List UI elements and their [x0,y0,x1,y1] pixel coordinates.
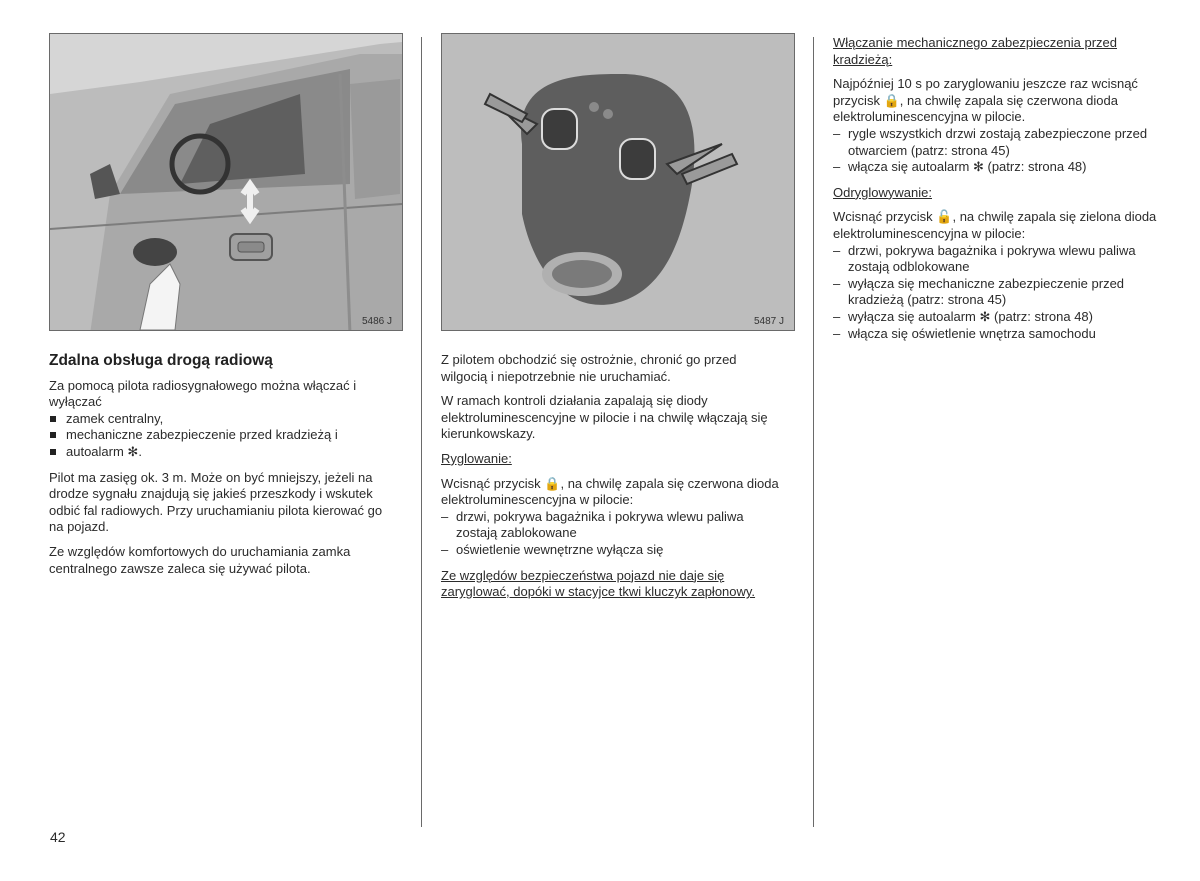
unlocking-title: Odryglowywanie: [833,184,932,200]
mech-protection-title: Włączanie mechanicznego zabezpieczenia przed kradzieżą: [833,35,1117,67]
page-number: 42 [50,829,66,845]
list-item: – drzwi, pokrywa bagażnika i pokrywa wlewu paliwa zostają zablokowane [441,509,786,542]
intro-text: Za pomocą pilota radiosygnałowego można włączać i wyłączać [49,377,357,410]
paragraph: Pilot ma zasięg ok. 3 m. Może on być mniejszy, jeżeli na drodze sygnału znajdują się jakieś przeszkody i wskutek odbić fal radiowych. Przy uruchamianiu pilota kierować go na pojazd. [49,469,383,535]
list-item: – rygle wszystkich drzwi zostają zabezpieczone przed otwarciem (patrz: strona 45) [833,126,1178,159]
remote-key-illustration [441,33,795,331]
unlocking-list [833,243,1178,343]
middle-column [441,352,786,609]
list-item: autoalarm ✻. [49,444,394,461]
paragraph: Z pilotem obchodzić się ostrożnie, chronić go przed wilgocią i niepotrzebnie nie uruchamiać. [441,352,737,384]
feature-list [49,411,394,461]
list-item: mechaniczne zabezpieczenie przed kradzieżą i [49,427,394,444]
list-item: zamek centralny, [49,411,394,428]
list-item: – oświetlenie wewnętrzne wyłącza się [441,542,786,559]
list-item: – wyłącza się autoalarm ✻ (patrz: strona 48) [833,309,1178,326]
locking-text: Wcisnąć przycisk 🔒, na chwilę zapala się czerwona dioda elektroluminescencyjna w pilocie: [441,475,779,508]
left-column [49,353,394,585]
figure-code: 5486 J [361,316,392,327]
column-divider [813,37,814,827]
safety-note: Ze względów bezpieczeństwa pojazd nie daje się zaryglować, dopóki w stacyjce tkwi kluczyk zapłonowy. [441,567,756,600]
mech-protection-list [833,126,1178,176]
locking-title: Ryglowanie: [441,450,512,466]
list-item: – drzwi, pokrywa bagażnika i pokrywa wlewu paliwa zostają odblokowane [833,243,1178,276]
column-divider [421,37,422,827]
paragraph: Ze względów komfortowych do uruchamiania zamka centralnego zawsze zaleca się używać pilota. [49,543,351,576]
list-item: – włącza się oświetlenie wnętrza samochodu [833,326,1178,343]
unlocking-text: Wcisnąć przycisk 🔓, na chwilę zapala się zielona dioda elektroluminescencyjna w pilocie: [833,209,1157,241]
figure-code: 5487 J [753,316,784,327]
section-heading: Zdalna obsługa drogą radiową [49,352,273,369]
paragraph: W ramach kontroli działania zapalają się diody elektroluminescencyjne w pilocie i na chwilę włączają się kierunkowskazy. [441,393,768,442]
right-column [833,35,1178,351]
list-item: – wyłącza się mechaniczne zabezpieczenie przed kradzieżą (patrz: strona 45) [833,276,1178,309]
car-door-illustration [49,33,403,331]
list-item: – włącza się autoalarm ✻ (patrz: strona 48) [833,159,1178,176]
mech-protection-text: Najpóźniej 10 s po zaryglowaniu jeszcze raz wcisnąć przycisk 🔒, na chwilę zapala się czerwona dioda elektroluminescencyjna w pilocie. [833,76,1138,125]
locking-list [441,509,786,559]
